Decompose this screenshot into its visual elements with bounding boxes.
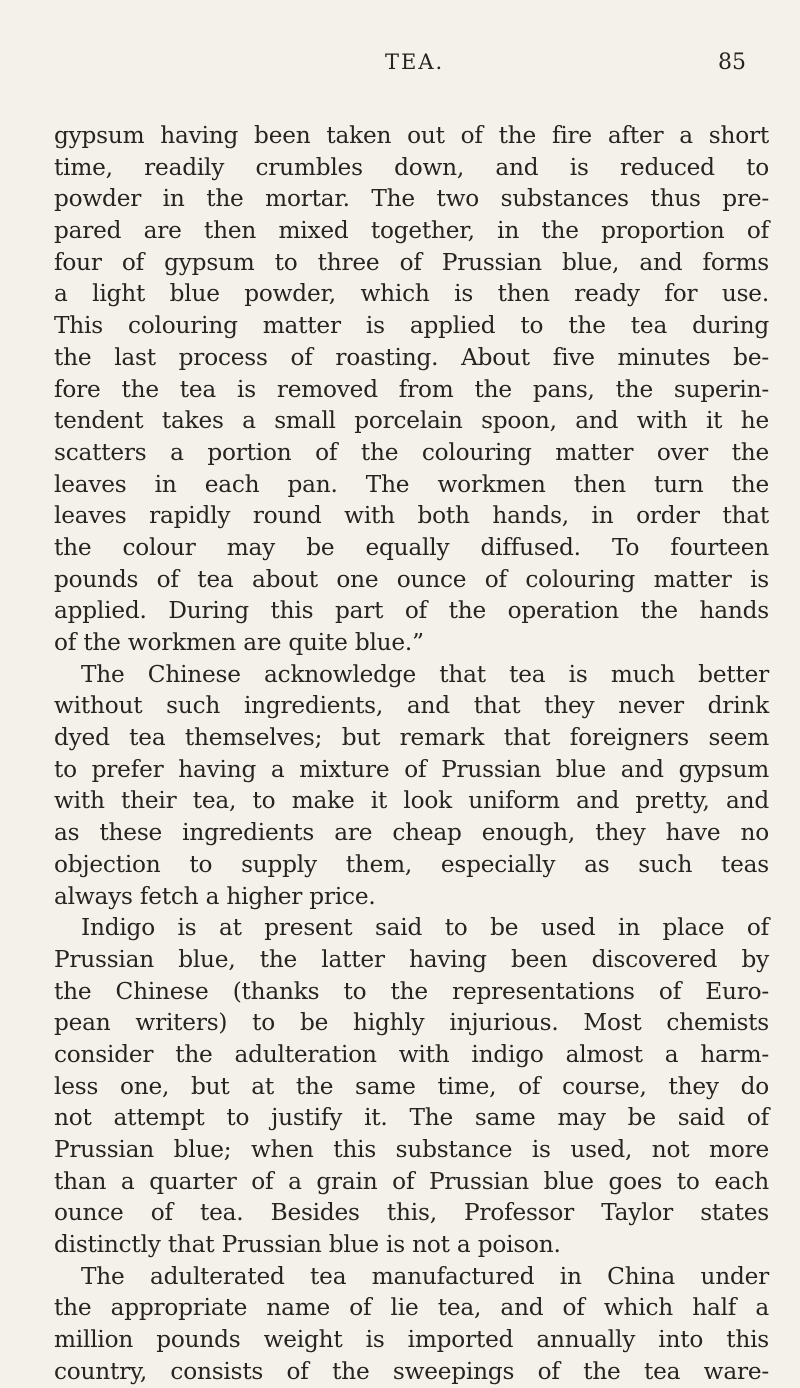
text-line: distinctly that Prussian blue is not a poison. <box>54 1231 561 1259</box>
text-line: pared are then mixed together, in the proportion of <box>54 217 769 245</box>
text-line: Indigo is at present said to be used in place of <box>81 914 769 942</box>
text-line: tendent takes a small porcelain spoon, and with it he <box>54 407 769 435</box>
text-line: time, readily crumbles down, and is reduced to <box>54 153 769 181</box>
text-line: a light blue powder, which is then ready for use. <box>54 280 769 308</box>
page-header <box>0 50 800 86</box>
text-line: the Chinese (thanks to the representations of Euro- <box>54 977 769 1005</box>
text-line: scatters a portion of the colouring matter over the <box>54 438 769 466</box>
text-line: as these ingredients are cheap enough, they have no <box>54 819 769 847</box>
text-line: than a quarter of a grain of Prussian blue goes to each <box>54 1167 769 1195</box>
text-line: pean writers) to be highly injurious. Most chemists <box>54 1009 769 1037</box>
text-line: ounce of tea. Besides this, Professor Taylor states <box>54 1199 769 1227</box>
text-line: consider the adulteration with indigo almost a harm- <box>54 1040 769 1068</box>
text-line: This colouring matter is applied to the tea during <box>54 312 769 340</box>
text-line: four of gypsum to three of Prussian blue, and forms <box>54 248 769 276</box>
text-line: of the workmen are quite blue.” <box>54 629 424 656</box>
page-number: 85 <box>718 50 746 75</box>
text-line: fore the tea is removed from the pans, the superin- <box>54 375 769 403</box>
running-head: TEA. <box>385 50 445 74</box>
text-line: gypsum having been taken out of the fire after a short <box>54 122 769 149</box>
text-line: pounds of tea about one ounce of colouring matter is <box>54 565 769 593</box>
text-line: million pounds weight is imported annually into this <box>54 1326 769 1354</box>
text-line: always fetch a higher price. <box>54 882 376 910</box>
text-line: Prussian blue; when this substance is used, not more <box>54 1136 769 1163</box>
text-line: less one, but at the same time, of course, they do <box>54 1072 769 1100</box>
text-line: applied. During this part of the operation the hands <box>54 597 769 625</box>
body-text <box>54 120 769 1388</box>
text-line: the last process of roasting. About five minutes be- <box>54 343 769 371</box>
text-line: leaves rapidly round with both hands, in order that <box>54 502 769 530</box>
text-line: without such ingredients, and that they never drink <box>54 692 769 720</box>
text-line: dyed tea themselves; but remark that foreigners seem <box>54 724 769 752</box>
text-line: leaves in each pan. The workmen then turn the <box>54 470 769 498</box>
text-line: to prefer having a mixture of Prussian blue and gypsum <box>54 755 769 783</box>
text-line: objection to supply them, especially as such teas <box>54 850 769 878</box>
text-line: The Chinese acknowledge that tea is much better <box>81 660 769 688</box>
text-line: powder in the mortar. The two substances thus pre- <box>54 185 769 213</box>
text-line: The adulterated tea manufactured in China under <box>81 1262 769 1290</box>
text-line: not attempt to justify it. The same may be said of <box>54 1104 769 1132</box>
text-line: country, consists of the sweepings of the tea ware- <box>54 1357 769 1385</box>
text-line: the appropriate name of lie tea, and of which half a <box>54 1294 769 1322</box>
text-line: Prussian blue, the latter having been discovered by <box>54 945 769 973</box>
text-line: with their tea, to make it look uniform and pretty, and <box>54 787 769 815</box>
text-line: the colour may be equally diffused. To fourteen <box>54 533 769 561</box>
